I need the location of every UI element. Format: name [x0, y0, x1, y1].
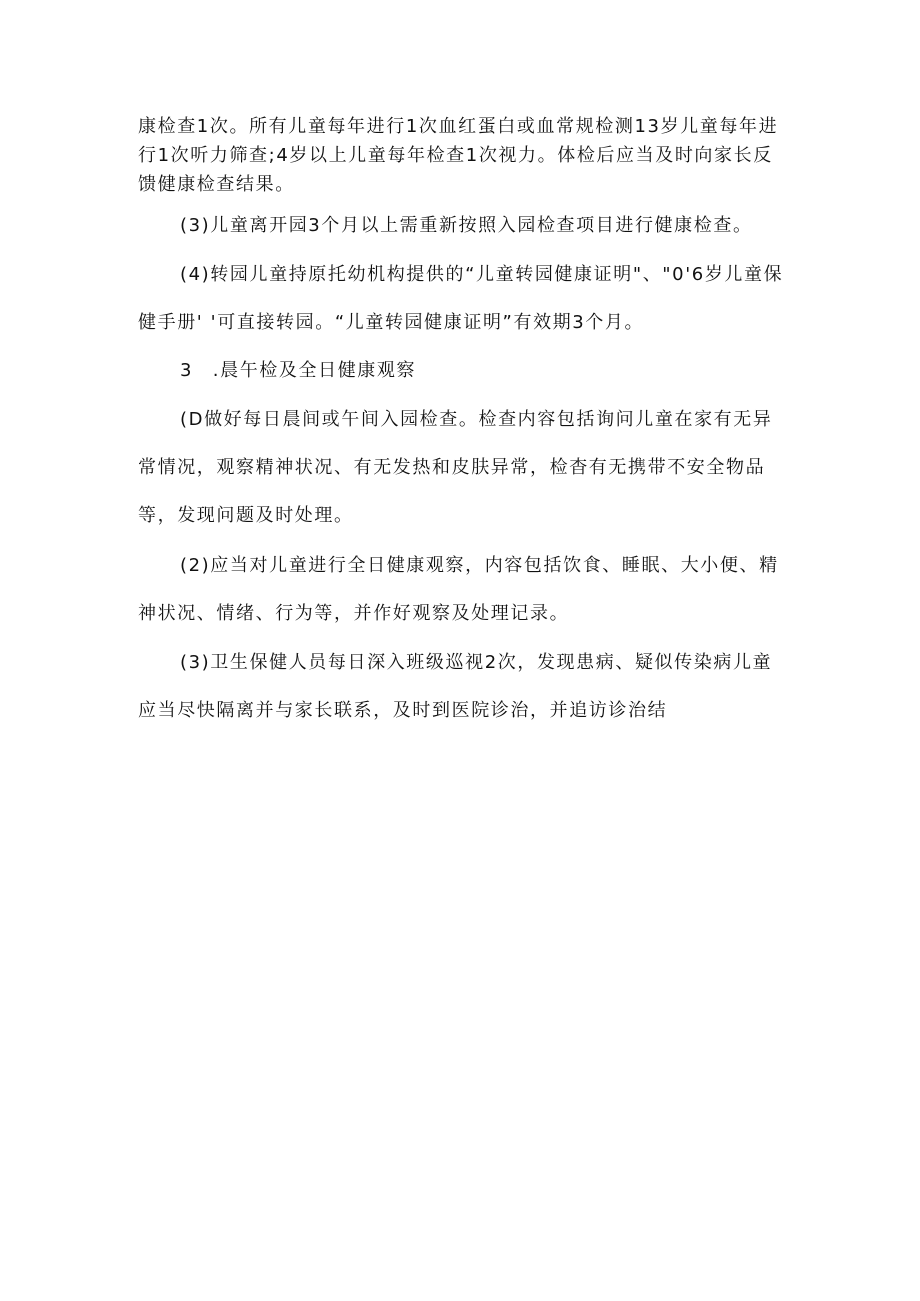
section-title: .晨午检及全日健康观察: [212, 360, 417, 381]
text-line: (3)儿童离开园3个月以上需重新按照入园检查项目进行健康检查。: [180, 215, 753, 236]
section-number: 3: [180, 360, 192, 381]
text-line: 神状况、情绪、行为等，并作好观察及处理记录。: [138, 603, 570, 624]
text-line: 健手册' '可直接转园。“儿童转园健康证明”有效期3个月。: [138, 312, 645, 333]
text-line: 康检查1次。所有儿童每年进行1次血红蛋白或血常规检测13岁儿童每年进: [138, 116, 779, 137]
text-line: 等，发现问题及时处理。: [138, 505, 354, 526]
text-line: (D做好每日晨间或午间入园检查。检查内容包括询问儿童在家有无异: [180, 409, 773, 430]
text-line: 行1次听力筛查;4岁以上儿童每年检查1次视力。体检后应当及时向家长反: [138, 145, 773, 166]
text-line: 应当尽快隔离并与家长联系，及时到医院诊治，并追访诊治结: [138, 700, 668, 721]
section-heading-line: [180, 356, 416, 382]
text-line: 馈健康检查结果。: [138, 174, 295, 195]
text-line: 常情况，观察精神状况、有无发热和皮肤异常，检杳有无携带不安全物品: [138, 457, 766, 478]
text-line: (4)转园儿童持原托幼机构提供的“儿童转园健康证明"、"0'6岁儿童保: [180, 264, 784, 285]
text-line: (2)应当对儿童进行全日健康观察，内容包括饮食、睡眠、大小便、精: [180, 555, 779, 576]
text-line: (3)卫生保健人员每日深入班级巡视2次，发现患病、疑似传染病儿童: [180, 652, 773, 673]
